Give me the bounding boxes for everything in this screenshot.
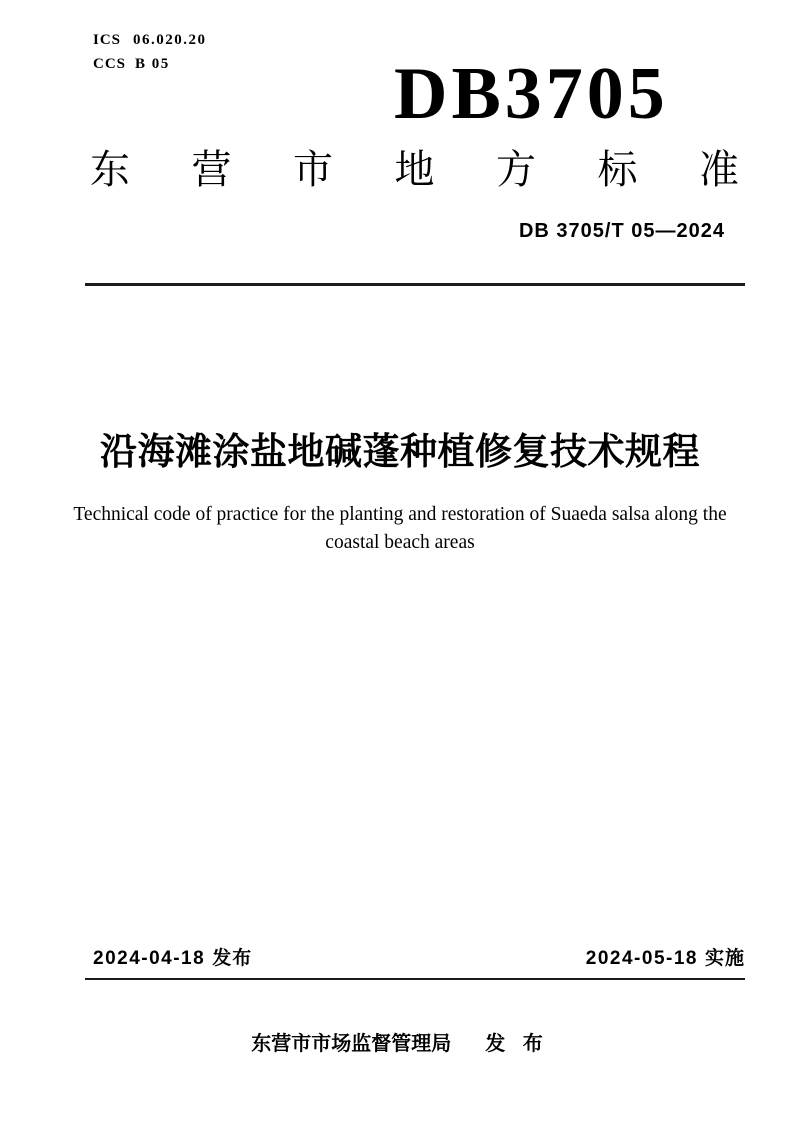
publisher-name: 东营市市场监督管理局 xyxy=(251,1033,452,1055)
ccs-value: B 05 xyxy=(135,56,170,72)
footer-divider-line xyxy=(85,978,745,980)
db-code: DB3705 xyxy=(394,53,669,135)
publish-date-block xyxy=(93,948,252,971)
implement-date: 2024-05-18 xyxy=(585,948,698,969)
ics-value: 06.020.20 xyxy=(133,32,207,48)
implement-date-block xyxy=(586,948,745,971)
ics-code-row xyxy=(93,33,207,48)
standard-type-heading: 东营市地方标准 xyxy=(90,148,800,192)
implement-label: 实施 xyxy=(704,948,745,969)
ccs-label: CCS xyxy=(93,56,127,72)
page-title: 沿海滩涂盐地碱蓬种植修复技术规程 xyxy=(100,431,700,472)
english-subtitle-line1: Technical code of practice for the planting and restoration of Suaeda salsa along the xyxy=(73,504,727,525)
ccs-code-row xyxy=(93,57,207,72)
footer-dates-row xyxy=(93,948,745,971)
classification-codes xyxy=(93,33,207,81)
publisher-row xyxy=(0,1032,800,1056)
english-subtitle xyxy=(0,501,800,556)
issue-label: 发 布 xyxy=(485,1033,549,1055)
document-number: DB 3705/T 05—2024 xyxy=(518,220,725,242)
ics-label: ICS xyxy=(93,32,122,48)
publish-date: 2024-04-18 xyxy=(93,948,206,969)
publish-label: 发布 xyxy=(212,948,253,969)
header-divider-line xyxy=(85,283,745,286)
english-subtitle-line2: coastal beach areas xyxy=(325,531,475,553)
